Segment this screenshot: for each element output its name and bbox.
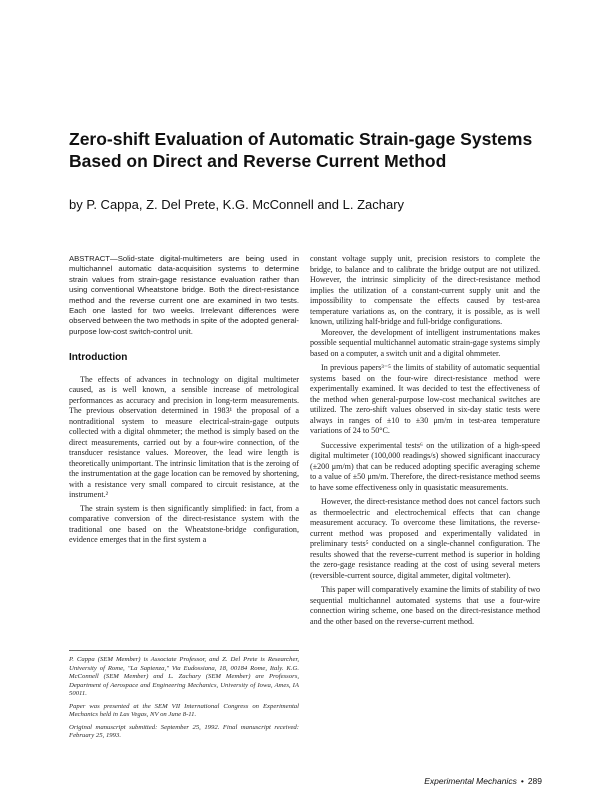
journal-name: Experimental Mechanics bbox=[424, 776, 517, 786]
body-paragraph: This paper will comparatively examine the limits of stability of two sequential multichannel automated systems that use a four-wire connection wiring scheme, one based on the direct-resistance method and the other based on the reverse-current method. bbox=[310, 585, 540, 626]
left-column bbox=[69, 254, 299, 546]
body-paragraph: Moreover, the development of intelligent instrumentations makes possible sequential multichannel automatic strain-gage systems simply based on a computer, a switch unit and a digital ohmmeter. bbox=[310, 327, 540, 358]
abstract bbox=[69, 254, 299, 337]
footer-separator: • bbox=[520, 776, 524, 786]
journal-footer bbox=[424, 776, 542, 786]
intro-paragraph: The effects of advances in technology on digital multimeter caused, as is well known, a sensible increase of metrological performances as accuracy and precision in long-term measurements. The previous observation determined in 1983¹ the proposal of a nontraditional system to measure electrical-strain-gage outputs collected with a digital ohmmeter; the method is simply based on the direct measurements, carried out by a four-wire connection, of the transducer resistance values. Moreover, the lead wire length is theoretically unimportant. The intrinsic limitation that is the zeroing of the instrumentation at the gage location can be removed by shortening, with a resistance very small compared to circuit resistance, at the instrument.² bbox=[69, 374, 299, 500]
page-title: Zero-shift Evaluation of Automatic Strain-gage Systems Based on Direct and Reverse Current Method bbox=[69, 129, 533, 171]
footnote-divider bbox=[69, 650, 299, 651]
abstract-text: Solid-state digital-multimeters are being used in multichannel automatic data-acquisition systems to determine strain values from strain-gage resistance evaluation rather than using conventional Wheatstone bridge. Both the direct-resistance method and the reverse current one are examined in two tests. Each one lasted for two weeks. Irrelevant differences were observed between the two methods in spite of the adopted general-purpose low-cost switch-control unit. bbox=[69, 254, 299, 336]
introduction-heading: Introduction bbox=[69, 352, 128, 364]
body-paragraph: In previous papers³⁻⁵ the limits of stability of automatic sequential systems based on the four-wire direct-resistance method were experimentally examined. It was decided to test the effectiveness of the method when general-purpose low-cost mechanical switches are utilized. The zero-shift values observed in six-day static tests were always in ranges of ±10 to ±30 μm/m in test-area temperature variations of 24 to 50°C. bbox=[310, 363, 540, 435]
page-number: 289 bbox=[527, 776, 542, 786]
manuscript-dates-note: Original manuscript submitted: September 25, 1992. Final manuscript received: February 25, 1993. bbox=[69, 723, 299, 739]
abstract-label: ABSTRACT— bbox=[69, 254, 118, 263]
body-paragraph: constant voltage supply unit, precision resistors to complete the bridge, to balance and to calibrate the bridge output are not utilized. However, the intrinsic simplicity of the direct-resistance method implies the utilization of a constant-current supply unit and the impossibility to compensate the effects caused by test-area temperature variations as, on the contrary, it is possible, as is well known, utilizing half-bridge and full-bridge configurations. bbox=[310, 254, 540, 326]
intro-paragraph: The strain system is then significantly simplified: in fact, from a comparative conversion of the direct-resistance system with the traditional one based on the Wheatstone-bridge configuration, evidence emerges that in the first system a bbox=[69, 503, 299, 545]
body-paragraph: However, the direct-resistance method does not cancel factors such as thermoelectric and electrochemical effects that can change measurement accuracy. To overcome these limitations, the reverse-current method was proposed and experimentally validated in preliminary tests⁵ conducted on a single-channel configuration. The results showed that the reverse-current method is superior in holding the zero-gage resistance reading at the cost of using several meters (reversible-current source, digital ammeter, digital voltmeter). bbox=[310, 497, 540, 580]
author-line: by P. Cappa, Z. Del Prete, K.G. McConnell and L. Zachary bbox=[69, 197, 405, 212]
author-affiliation-note: P. Cappa (SEM Member) is Associate Professor, and Z. Del Prete is Researcher, University of Rome, "La Sapienza," Via Eudossiana, 18, 00184 Rome, Italy. K.G. McConnell (SEM Member) and L. Zachary (SEM Member) are Professors, Department of Aerospace and Engineering Mechanics, University of Iowa, Ames, IA 50011. bbox=[69, 656, 299, 697]
body-paragraph: Successive experimental tests⁶ on the utilization of a high-speed digital multimeter (100,000 readings/s) showed significant inaccuracy (±200 μm/m) that can be reduced adopting specific averaging scheme to a value of ±50 μm/m. Therefore, the direct-resistance method seems to have some effectiveness only in quasistatic measurements. bbox=[310, 440, 540, 492]
footnotes bbox=[69, 656, 299, 741]
right-column bbox=[310, 254, 540, 627]
presentation-note: Paper was presented at the SEM VII International Congress on Experimental Mechanics held in Las Vegas, NV on June 8-11. bbox=[69, 702, 299, 718]
